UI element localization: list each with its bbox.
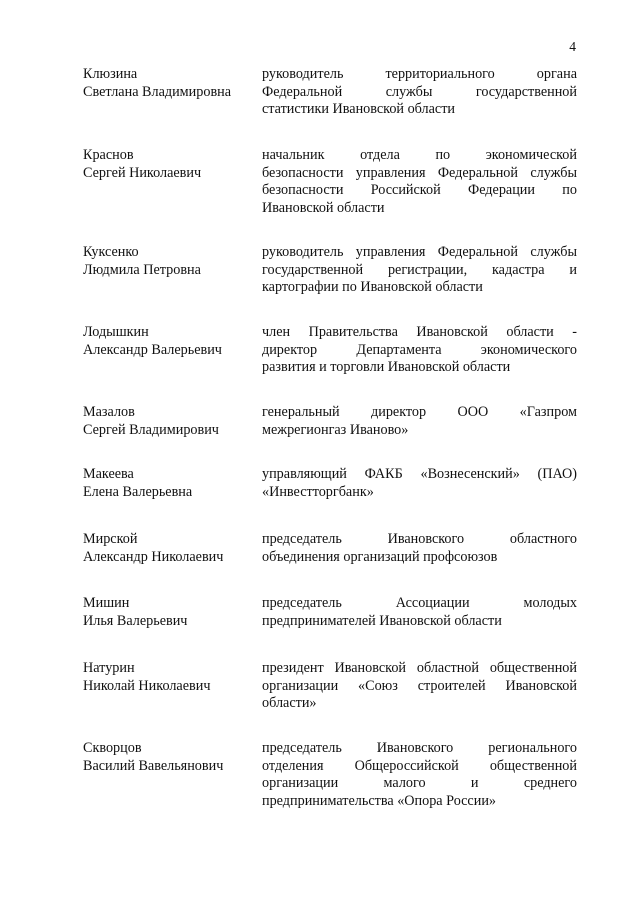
member-position [262,660,577,713]
page-number: 4 [569,39,576,54]
position-line: Федеральной службы государственной [262,83,577,100]
position-line: руководитель территориального органа [262,66,577,82]
position-line: организации «Союз строителей Ивановской [262,677,577,694]
member-given-names: Илья Валерьевич [83,612,188,629]
member-name [83,147,253,182]
position-line: президент Ивановской областной общественной [262,660,577,676]
position-line: член Правительства Ивановской области - [262,324,577,340]
member-surname: Макеева [83,466,134,482]
member-name [83,531,253,566]
member-name [83,244,253,279]
member-name [83,466,253,501]
member-surname: Мишин [83,595,130,611]
member-given-names: Александр Николаевич [83,548,224,565]
position-line: отделения Общероссийской общественной [262,757,577,774]
position-line: председатель Ивановского регионального [262,740,577,756]
position-line: предпринимателей Ивановской области [262,612,502,629]
position-line: «Инвестторгбанк» [262,483,374,500]
position-line: директор Департамента экономического [262,341,577,358]
member-position [262,147,577,217]
member-surname: Натурин [83,660,135,676]
member-given-names: Людмила Петровна [83,261,201,278]
member-given-names: Светлана Владимировна [83,83,232,100]
position-line: безопасности Российской Федерации по [262,182,577,198]
member-position [262,740,577,810]
member-given-names: Сергей Владимирович [83,421,219,438]
member-surname: Краснов [83,147,134,163]
position-line: управляющий ФАКБ «Вознесенский» (ПАО) [262,466,577,482]
member-given-names: Александр Валерьевич [83,341,222,358]
member-surname: Мазалов [83,404,135,420]
member-given-names: Сергей Николаевич [83,164,202,181]
member-position [262,404,577,439]
member-surname: Клюзина [83,66,138,82]
member-given-names: Николай Николаевич [83,677,211,694]
member-name [83,660,253,695]
member-position [262,324,577,377]
position-line: государственной регистрации, кадастра и [262,261,577,278]
position-line: организации малого и среднего [262,775,577,791]
member-given-names: Елена Валерьевна [83,483,193,500]
member-surname: Лодышкин [83,324,149,340]
position-line: межрегионгаз Иваново» [262,421,409,438]
position-line: председатель Ассоциации молодых [262,595,577,611]
position-line: начальник отдела по экономической [262,147,577,163]
member-name [83,404,253,439]
position-line: статистики Ивановской области [262,101,455,117]
position-line: генеральный директор ООО «Газпром [262,404,577,420]
position-line: объединения организаций профсоюзов [262,548,498,565]
member-position [262,244,577,297]
member-given-names: Василий Вавельянович [83,757,224,774]
member-position [262,466,577,501]
member-name [83,66,253,101]
position-line: области» [262,695,317,711]
position-line: председатель Ивановского областного [262,531,577,547]
member-name [83,740,253,775]
position-line: безопасности управления Федеральной службы [262,164,577,181]
member-name [83,324,253,359]
member-position [262,595,577,630]
position-line: руководитель управления Федеральной службы [262,244,577,260]
member-position [262,531,577,566]
position-line: развития и торговли Ивановской области [262,359,511,375]
position-line: Ивановской области [262,199,385,216]
position-line: предпринимательства «Опора России» [262,792,497,809]
member-surname: Куксенко [83,244,139,260]
member-name [83,595,253,630]
member-surname: Скворцов [83,740,142,756]
member-position [262,66,577,119]
position-line: картографии по Ивановской области [262,279,483,295]
member-surname: Мирской [83,531,138,547]
